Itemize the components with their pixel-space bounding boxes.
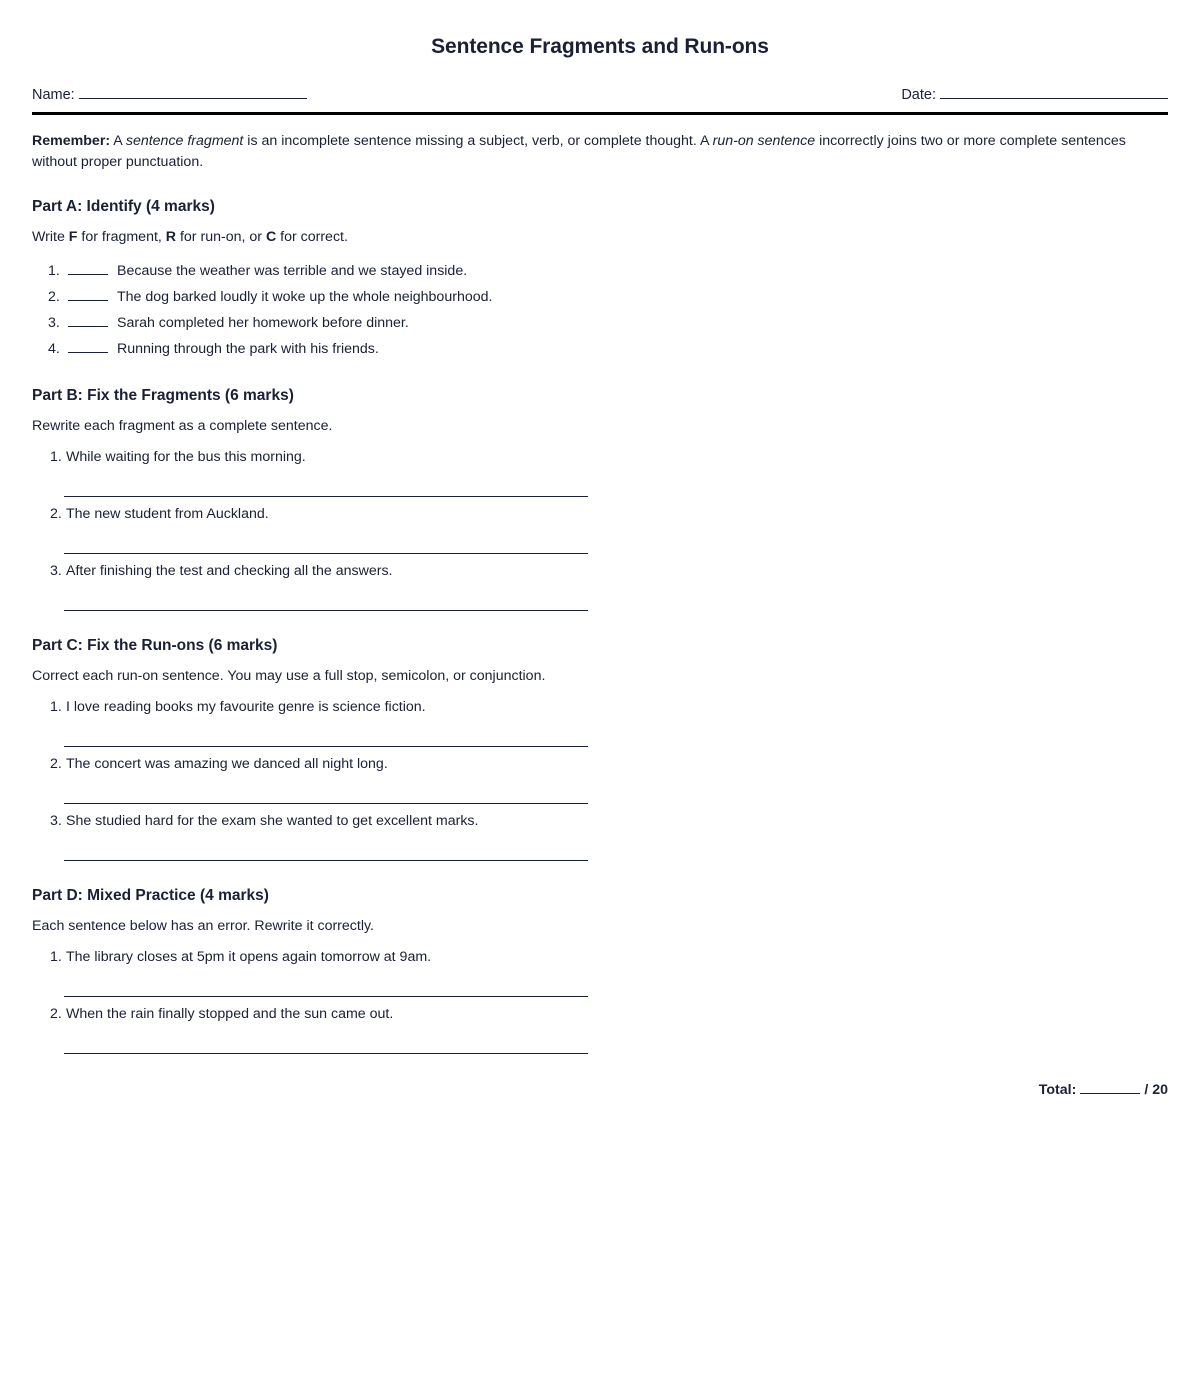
total-label: Total: xyxy=(1038,1082,1077,1099)
part-d-instruction: Each sentence below has an error. Rewrite it correctly. xyxy=(32,918,374,935)
remember-label: Remember: xyxy=(32,133,111,149)
item-text: Sarah completed her homework before dinner. xyxy=(117,315,409,332)
list-item xyxy=(48,257,1168,283)
answer-line[interactable] xyxy=(64,829,588,861)
answer-line[interactable] xyxy=(64,579,588,611)
item-number: 4. xyxy=(48,341,60,358)
list-item xyxy=(50,558,1168,611)
item-number: 3. xyxy=(48,315,60,332)
header-divider xyxy=(32,112,1168,115)
name-field[interactable] xyxy=(32,83,307,103)
item-number: 2. xyxy=(48,289,60,306)
question-prompt xyxy=(50,808,1168,829)
part-d-heading: Part D: Mixed Practice (4 marks) xyxy=(32,887,269,905)
part-c-list xyxy=(32,694,1168,861)
page-title: Sentence Fragments and Run-ons xyxy=(431,35,769,58)
part-a-instruction-post: for correct. xyxy=(276,229,348,246)
item-text: Running through the park with his friends. xyxy=(117,341,379,358)
item-text: While waiting for the bus this morning. xyxy=(66,449,306,466)
item-number: 3. xyxy=(50,563,62,580)
list-item xyxy=(50,808,1168,861)
answer-blank[interactable] xyxy=(68,261,108,275)
code-correct: C xyxy=(265,229,277,246)
item-text: The new student from Auckland. xyxy=(66,506,269,523)
part-d-list xyxy=(32,944,1168,1054)
question-prompt xyxy=(50,501,1168,522)
remember-text-3: incorrectly joins two or more complete sentences without proper punctuation. xyxy=(32,133,1126,170)
item-text: She studied hard for the exam she wanted to get excellent marks. xyxy=(66,813,479,830)
part-b-heading: Part B: Fix the Fragments (6 marks) xyxy=(32,387,294,405)
answer-blank[interactable] xyxy=(68,313,108,327)
part-a-instruction xyxy=(32,229,1168,245)
part-a-instruction-mid1: for fragment, xyxy=(77,229,166,246)
part-c-heading: Part C: Fix the Run-ons (6 marks) xyxy=(32,637,278,655)
item-number: 2. xyxy=(50,506,62,523)
remember-text-1: A xyxy=(110,133,126,149)
item-text: The library closes at 5pm it opens again tomorrow at 9am. xyxy=(66,949,432,966)
remember-emphasis-runon: run-on sentence xyxy=(712,133,816,149)
item-text: The dog barked loudly it woke up the whole neighbourhood. xyxy=(117,289,493,306)
list-item xyxy=(50,751,1168,804)
list-item xyxy=(50,694,1168,747)
item-text: After finishing the test and checking all the answers. xyxy=(66,563,393,580)
question-prompt xyxy=(50,694,1168,715)
remember-emphasis-fragment: sentence fragment xyxy=(125,133,244,149)
answer-line[interactable] xyxy=(64,465,588,497)
part-c-instruction: Correct each run-on sentence. You may use a full stop, semicolon, or conjunction. xyxy=(32,668,546,685)
total-score-row xyxy=(32,1080,1168,1098)
item-number: 1. xyxy=(50,449,62,466)
question-prompt xyxy=(50,751,1168,772)
list-item xyxy=(50,944,1168,997)
name-date-row xyxy=(32,83,1168,103)
item-number: 2. xyxy=(50,1006,62,1023)
remember-note xyxy=(32,131,1168,172)
question-prompt xyxy=(50,1001,1168,1022)
part-a-instruction-pre: Write xyxy=(32,229,69,246)
item-text: When the rain finally stopped and the sun came out. xyxy=(66,1006,394,1023)
list-item xyxy=(50,444,1168,497)
answer-line[interactable] xyxy=(64,715,588,747)
item-text: The concert was amazing we danced all night long. xyxy=(66,756,388,773)
answer-blank[interactable] xyxy=(68,287,108,301)
list-item xyxy=(48,309,1168,335)
answer-line[interactable] xyxy=(64,772,588,804)
part-a-list xyxy=(32,257,1168,361)
name-input-rule[interactable] xyxy=(79,83,307,99)
answer-blank[interactable] xyxy=(68,339,108,353)
list-item xyxy=(48,335,1168,361)
question-prompt xyxy=(50,444,1168,465)
list-item xyxy=(50,1001,1168,1054)
item-number: 3. xyxy=(50,813,62,830)
date-label: Date: xyxy=(901,87,936,103)
answer-line[interactable] xyxy=(64,1022,588,1054)
question-prompt xyxy=(50,558,1168,579)
answer-line[interactable] xyxy=(64,522,588,554)
list-item xyxy=(50,501,1168,554)
item-number: 1. xyxy=(50,699,62,716)
total-suffix: / 20 xyxy=(1144,1082,1168,1099)
remember-text-2: is an incomplete sentence missing a subject, verb, or complete thought. A xyxy=(243,133,713,149)
code-fragment: F xyxy=(68,229,78,246)
list-item xyxy=(48,283,1168,309)
part-b-list xyxy=(32,444,1168,611)
part-b-instruction: Rewrite each fragment as a complete sentence. xyxy=(32,418,333,435)
part-a-heading: Part A: Identify (4 marks) xyxy=(32,198,215,216)
answer-line[interactable] xyxy=(64,965,588,997)
item-number: 2. xyxy=(50,756,62,773)
name-label: Name: xyxy=(32,87,75,103)
code-runon: R xyxy=(165,229,177,246)
date-field[interactable] xyxy=(901,83,1168,103)
part-a-instruction-mid2: for run-on, or xyxy=(176,229,266,246)
question-prompt xyxy=(50,944,1168,965)
item-number: 1. xyxy=(48,263,60,280)
total-score-blank[interactable] xyxy=(1080,1080,1140,1094)
item-text: I love reading books my favourite genre is science fiction. xyxy=(66,699,426,716)
date-input-rule[interactable] xyxy=(940,83,1168,99)
item-text: Because the weather was terrible and we stayed inside. xyxy=(117,263,468,280)
item-number: 1. xyxy=(50,949,62,966)
